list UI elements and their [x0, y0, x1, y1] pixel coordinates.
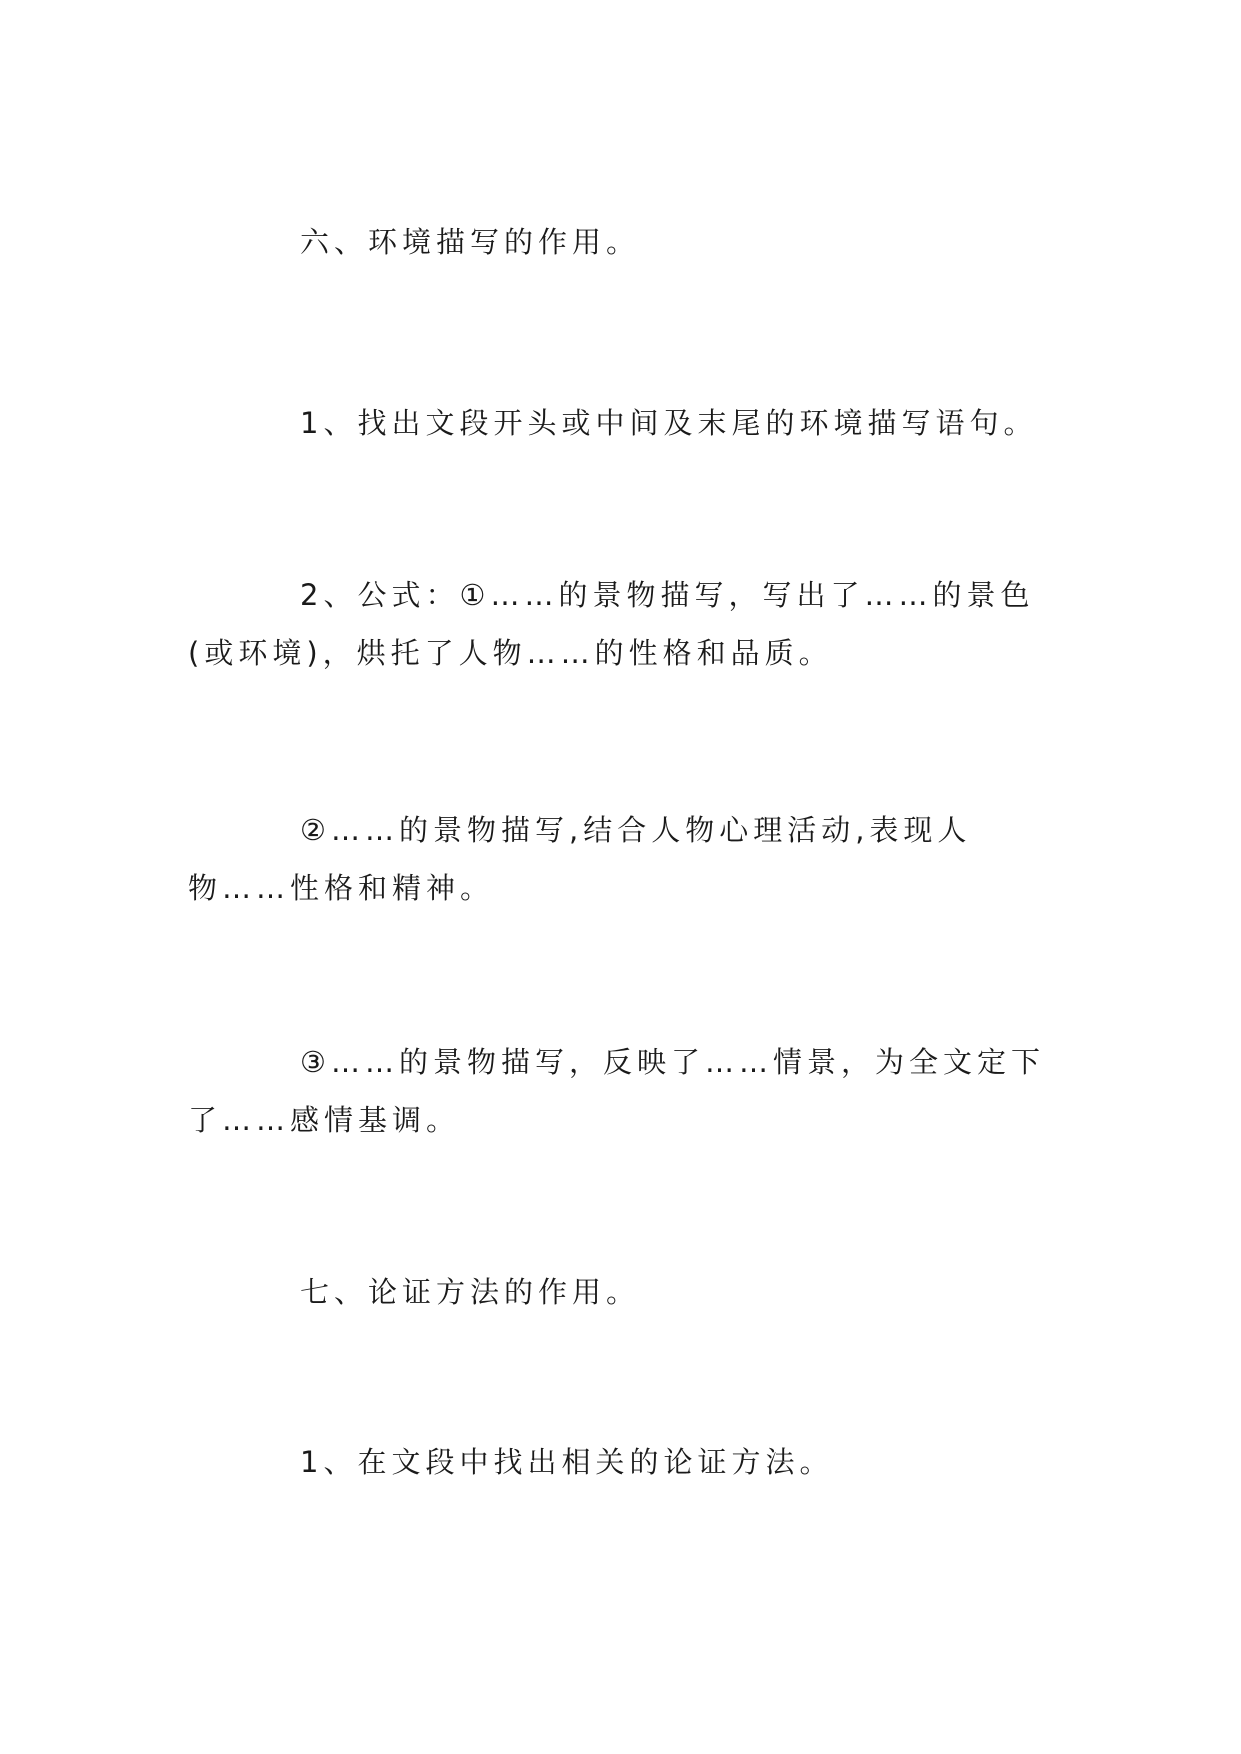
section-heading-argument: 七、论证方法的作用。 — [300, 1275, 641, 1309]
paragraph-formula-3: ③……的景物描写，反映了……情景，为全文定下了……感情基调。 — [188, 1045, 1045, 1137]
paragraph-find-argument: 1、在文段中找出相关的论证方法。 — [300, 1445, 834, 1479]
section-heading-environment: 六、环境描写的作用。 — [300, 225, 641, 259]
paragraph-formula-2: ②……的景物描写,结合人物心理活动,表现人物……性格和精神。 — [188, 813, 972, 905]
paragraph-formula-1: 2、公式：①……的景物描写，写出了……的景色(或环境)，烘托了人物……的性格和品质。 — [188, 578, 1035, 670]
paragraph-find-environment: 1、找出文段开头或中间及末尾的环境描写语句。 — [300, 406, 1038, 440]
